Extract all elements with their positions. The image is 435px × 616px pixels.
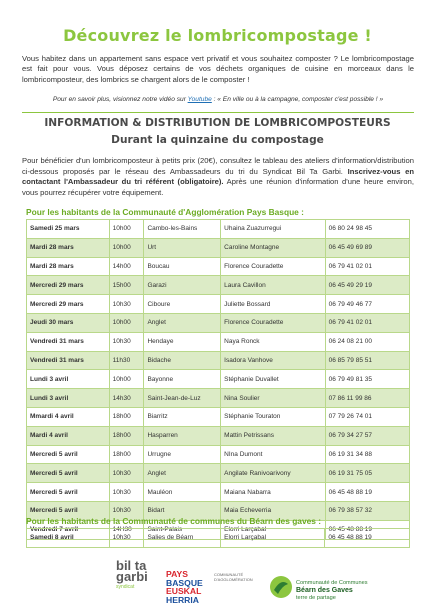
phone-cell: 06 45 48 88 19 <box>325 483 409 502</box>
time-cell: 11h30 <box>109 351 144 370</box>
time-cell: 10h30 <box>109 464 144 483</box>
section-subheading: Durant la quinzaine du compostage <box>111 134 324 146</box>
phone-cell: 06 79 49 46 77 <box>325 295 409 314</box>
contact-cell: Maia Echeverria <box>221 501 325 520</box>
info-part1: Pour bénéficier d'un lombricomposteur à petits prix (20€), consultez le tableau des ateliers d'information/distribution ci-dessous proposés par le réseau des Ambassadeurs du tri du Syndicat Bil Ta Garbi. <box>22 156 414 176</box>
table-row <box>27 257 410 276</box>
phone-cell: 06 45 48 88 19 <box>325 520 409 539</box>
table-row <box>27 276 410 295</box>
city-cell: Anglet <box>144 313 221 332</box>
divider <box>22 112 414 113</box>
time-cell: 10h30 <box>109 501 144 520</box>
date-cell: Mercredi 5 avril <box>27 445 110 464</box>
city-cell: Bayonne <box>144 370 221 389</box>
bearn-line3: terre de partage <box>296 595 336 601</box>
phone-cell: 06 19 31 75 05 <box>325 464 409 483</box>
table-row <box>27 351 410 370</box>
table-row <box>27 464 410 483</box>
date-cell: Mardi 28 mars <box>27 257 110 276</box>
contact-cell: Maiana Nabarra <box>221 483 325 502</box>
phone-cell: 06 79 49 81 35 <box>325 370 409 389</box>
city-cell: Ciboure <box>144 295 221 314</box>
time-cell: 10h00 <box>109 220 144 239</box>
time-cell: 18h00 <box>109 407 144 426</box>
table-row <box>27 295 410 314</box>
date-cell: Samedi 8 avril <box>27 529 110 548</box>
info-part3: Après une réunion d'information d'une heure environ, vous pourrez récupérer votre équipement. <box>22 177 414 197</box>
city-cell: Garazi <box>144 276 221 295</box>
date-cell: Mercredi 29 mars <box>27 295 110 314</box>
phone-cell: 07 86 11 99 86 <box>325 389 409 408</box>
bearn-leaf-icon <box>268 574 294 600</box>
time-cell: 15h00 <box>109 276 144 295</box>
youtube-suffix: : « En ville ou à la campagne, composter c'est possible ! » <box>211 96 384 103</box>
info-paragraph <box>22 156 414 198</box>
time-cell: 14H30 <box>109 520 144 539</box>
phone-cell: 06 85 79 85 51 <box>325 351 409 370</box>
table-row <box>27 238 410 257</box>
city-cell: Biarritz <box>144 407 221 426</box>
phone-cell: 06 79 38 57 32 <box>325 501 409 520</box>
youtube-line <box>22 96 414 103</box>
phone-cell: 07 79 26 74 01 <box>325 407 409 426</box>
city-cell: Boucau <box>144 257 221 276</box>
date-cell: Lundi 3 avril <box>27 389 110 408</box>
pb-line1: PAYS <box>166 569 188 579</box>
city-cell: Saint-Palais <box>144 520 221 539</box>
table-row <box>27 426 410 445</box>
bil-ta-garbi-logo <box>116 560 148 593</box>
contact-cell: Elorri Larçabal <box>221 520 325 539</box>
bearn-line2: Béarn des Gaves <box>296 587 353 594</box>
bearn-line1: Communauté de Communes <box>296 580 368 586</box>
table2-heading: Pour les habitants de la Communauté de communes du Béarn des gaves : <box>26 516 322 526</box>
date-cell: Mercredi 29 mars <box>27 276 110 295</box>
section-heading: INFORMATION & DISTRIBUTION DE LOMBRICOMPOSTEURS <box>44 117 391 129</box>
table-row <box>27 483 410 502</box>
time-cell: 18h00 <box>109 426 144 445</box>
date-cell: Mardi 28 mars <box>27 238 110 257</box>
city-cell: Cambo-les-Bains <box>144 220 221 239</box>
contact-cell: Nina Soulier <box>221 389 325 408</box>
time-cell: 10h30 <box>109 295 144 314</box>
time-cell: 14h30 <box>109 389 144 408</box>
time-cell: 10h00 <box>109 238 144 257</box>
contact-cell: Uhaina Zuazurregui <box>221 220 325 239</box>
pays-basque-caption: COMMUNAUTÉ D'AGGLOMÉRATION <box>214 572 253 582</box>
contact-cell: Mattin Petrissans <box>221 426 325 445</box>
date-cell: Vendredi 31 mars <box>27 332 110 351</box>
youtube-prefix: Pour en savoir plus, visionnez notre vidéo sur <box>52 96 188 103</box>
city-cell: Urt <box>144 238 221 257</box>
date-cell: Mercredi 5 avril <box>27 483 110 502</box>
contact-cell: Florence Couradette <box>221 313 325 332</box>
phone-cell: 06 80 24 98 45 <box>325 220 409 239</box>
city-cell: Bidache <box>144 351 221 370</box>
phone-cell: 06 79 41 02 01 <box>325 257 409 276</box>
contact-cell: Elorri Larçabal <box>221 529 325 548</box>
date-cell: Jeudi 30 mars <box>27 313 110 332</box>
table-row <box>27 370 410 389</box>
city-cell: Urrugne <box>144 445 221 464</box>
contact-cell: Florence Couradette <box>221 257 325 276</box>
date-cell: Mercredi 5 avril <box>27 501 110 520</box>
city-cell: Bidart <box>144 501 221 520</box>
phone-cell: 06 19 31 34 88 <box>325 445 409 464</box>
time-cell: 10h00 <box>109 370 144 389</box>
table-row <box>27 313 410 332</box>
table-row <box>27 220 410 239</box>
pays-basque-logo <box>166 570 203 604</box>
bilta-line1: bil ta <box>116 558 147 573</box>
city-cell: Saint-Jean-de-Luz <box>144 389 221 408</box>
table-row <box>27 529 410 548</box>
intro-paragraph: Vous habitez dans un appartement sans espace vert privatif et vous souhaitez composter ? Le lombricompostage est fait pour vous. Vous déposez certains de vos déchets organiques de cuisine en morceaux dans le lombricomposteur, des lombrics se chargent alors de le composter ! <box>22 54 414 84</box>
phone-cell: 06 45 49 69 89 <box>325 238 409 257</box>
city-cell: Mauléon <box>144 483 221 502</box>
contact-cell: Naya Ronck <box>221 332 325 351</box>
contact-cell: Stéphanie Touraton <box>221 407 325 426</box>
bilta-line2: garbi <box>116 569 148 584</box>
partner-logos <box>0 560 435 616</box>
pb-line2: BASQUE <box>166 577 203 588</box>
schedule-table-bearn <box>26 528 410 548</box>
phone-cell: 06 79 34 27 57 <box>325 426 409 445</box>
contact-cell: NIna Dumont <box>221 445 325 464</box>
youtube-link[interactable]: Youtube <box>187 96 212 103</box>
contact-cell: Laura Cavillon <box>221 276 325 295</box>
date-cell: Mercredi 5 avril <box>27 464 110 483</box>
pb-line4: HERRIA <box>166 594 199 605</box>
contact-cell: Isadora Vanhove <box>221 351 325 370</box>
date-cell: Lundi 3 avril <box>27 370 110 389</box>
city-cell: Hendaye <box>144 332 221 351</box>
contact-cell: Angilate Ranivoarivony <box>221 464 325 483</box>
time-cell: 18h00 <box>109 445 144 464</box>
city-cell: Anglet <box>144 464 221 483</box>
date-cell: Mmardi 4 avril <box>27 407 110 426</box>
time-cell: 10h30 <box>109 332 144 351</box>
phone-cell: 06 45 49 29 19 <box>325 276 409 295</box>
time-cell: 10h30 <box>109 483 144 502</box>
contact-cell: Stéphanie Duvallet <box>221 370 325 389</box>
date-cell: Vendredi 31 mars <box>27 351 110 370</box>
table-row <box>27 332 410 351</box>
table-row <box>27 389 410 408</box>
pb-line3: EUSKAL <box>166 586 202 597</box>
time-cell: 10h00 <box>109 313 144 332</box>
contact-cell: Caroline Montagne <box>221 238 325 257</box>
date-cell: Vendredi 7 avril <box>27 520 110 539</box>
table-row <box>27 407 410 426</box>
time-cell: 10h30 <box>109 529 144 548</box>
city-cell: Salies de Béarn <box>144 529 221 548</box>
date-cell: Samedi 25 mars <box>27 220 110 239</box>
bilta-sub: syndicat <box>116 584 135 590</box>
table-row <box>27 445 410 464</box>
time-cell: 14h00 <box>109 257 144 276</box>
phone-cell: 06 45 48 88 19 <box>325 529 410 548</box>
phone-cell: 06 79 41 02 01 <box>325 313 409 332</box>
info-part2-bold: Inscrivez-vous en contactant l'Ambassadeur du tri référent (obligatoire). <box>22 166 415 187</box>
table1-heading: Pour les habitants de la Communauté d'Agglomération Pays Basque : <box>26 207 304 217</box>
bearn-logo-text <box>296 580 368 602</box>
city-cell: Hasparren <box>144 426 221 445</box>
phone-cell: 06 24 08 21 00 <box>325 332 409 351</box>
contact-cell: Juliette Bossard <box>221 295 325 314</box>
page-title: Découvrez le lombricompostage ! <box>63 26 372 45</box>
date-cell: Mardi 4 avril <box>27 426 110 445</box>
schedule-table-pays-basque <box>26 219 410 540</box>
